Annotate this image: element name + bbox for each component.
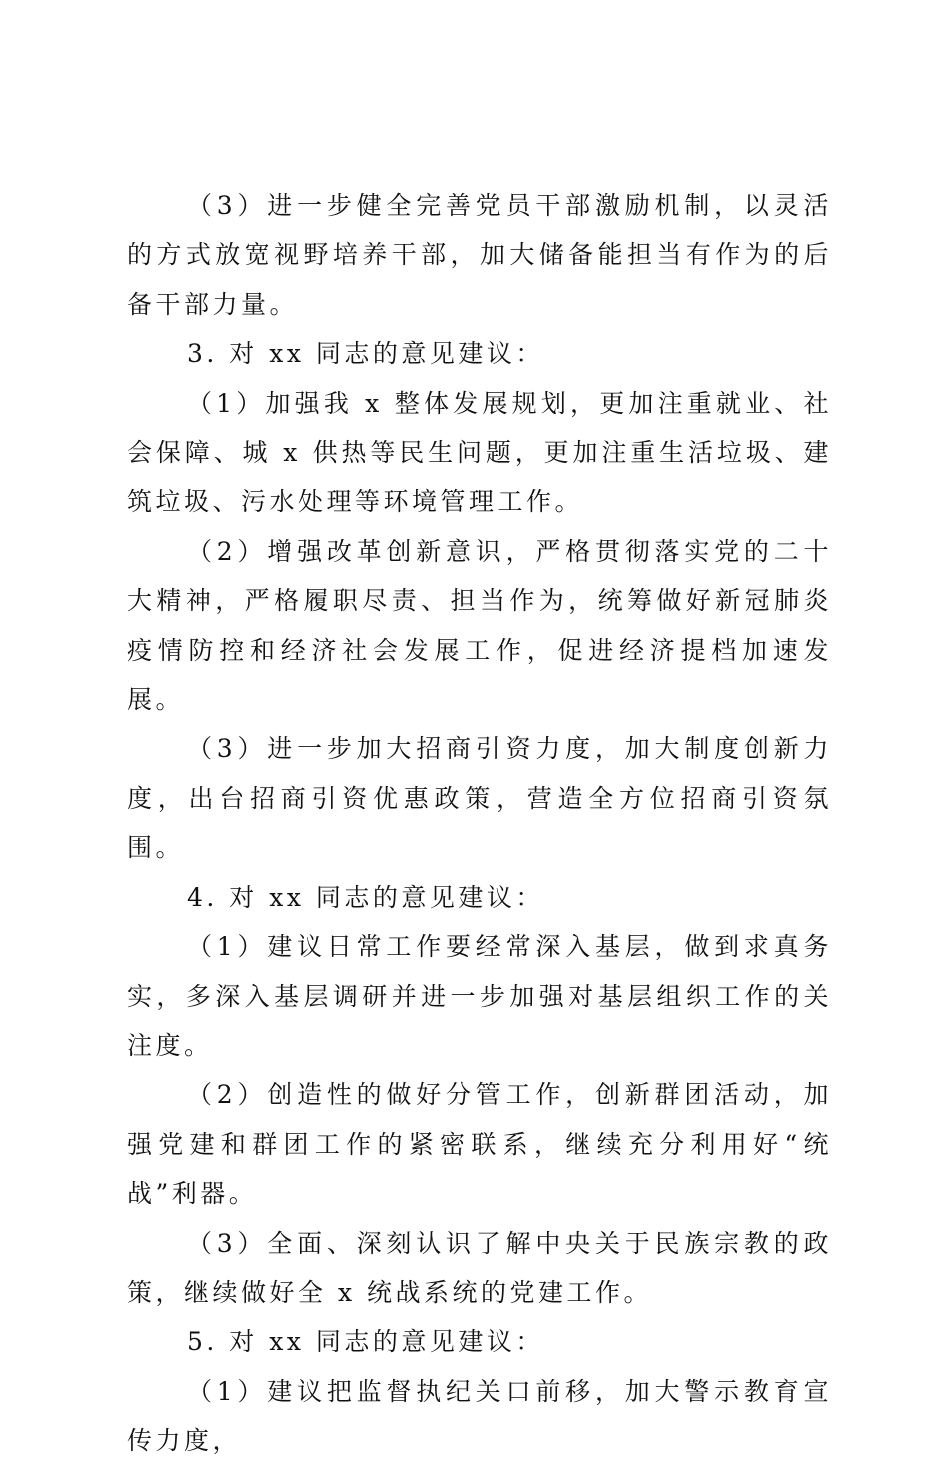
paragraph-item-3-ethnic-religious-policy: （3）全面、深刻认识了解中央关于民族宗教的政策，继续做好全 x 统战系统的党建工作。 <box>127 1228 832 1307</box>
document-body <box>127 181 832 1466</box>
section-heading-5: 5. 对 xx 同志的意见建议： <box>187 1327 544 1357</box>
paragraph-item-3-investment-promotion: （3）进一步加大招商引资力度，加大制度创新力度，出台招商引资优惠政策，营造全方位招商引资氛围。 <box>127 734 832 863</box>
paragraph-item-3-recommendation-3: （3）进一步健全完善党员干部激励机制，以灵活的方式放宽视野培养干部，加大储备能担当有作为的后备干部力量。 <box>127 191 832 319</box>
paragraph-item-2-mass-organization: （2）创造性的做好分管工作，创新群团活动，加强党建和群团工作的紧密联系，继续充分利用好“统战”利器。 <box>127 1080 832 1209</box>
paragraph-item-2-reform-innovation: （2）增强改革创新意识，严格贯彻落实党的二十大精神，严格履职尽责、担当作为，统筹做好新冠肺炎疫情防控和经济社会发展工作，促进经济提档加速发展。 <box>127 536 832 715</box>
paragraph-item-1-grassroots-work: （1）建议日常工作要经常深入基层，做到求真务实，多深入基层调研并进一步加强对基层组织工作的关注度。 <box>127 932 832 1060</box>
section-heading-4: 4. 对 xx 同志的意见建议： <box>187 882 544 912</box>
paragraph-item-1-supervision: （1）建议把监督执纪关口前移，加大警示教育宣传力度， <box>127 1376 832 1456</box>
section-heading-3: 3. 对 xx 同志的意见建议： <box>187 339 544 369</box>
paragraph-item-1-development-planning: （1）加强我 x 整体发展规划，更加注重就业、社会保障、城 x 供热等民生问题，更加注重生活垃圾、建筑垃圾、污水处理等环境管理工作。 <box>127 388 832 517</box>
